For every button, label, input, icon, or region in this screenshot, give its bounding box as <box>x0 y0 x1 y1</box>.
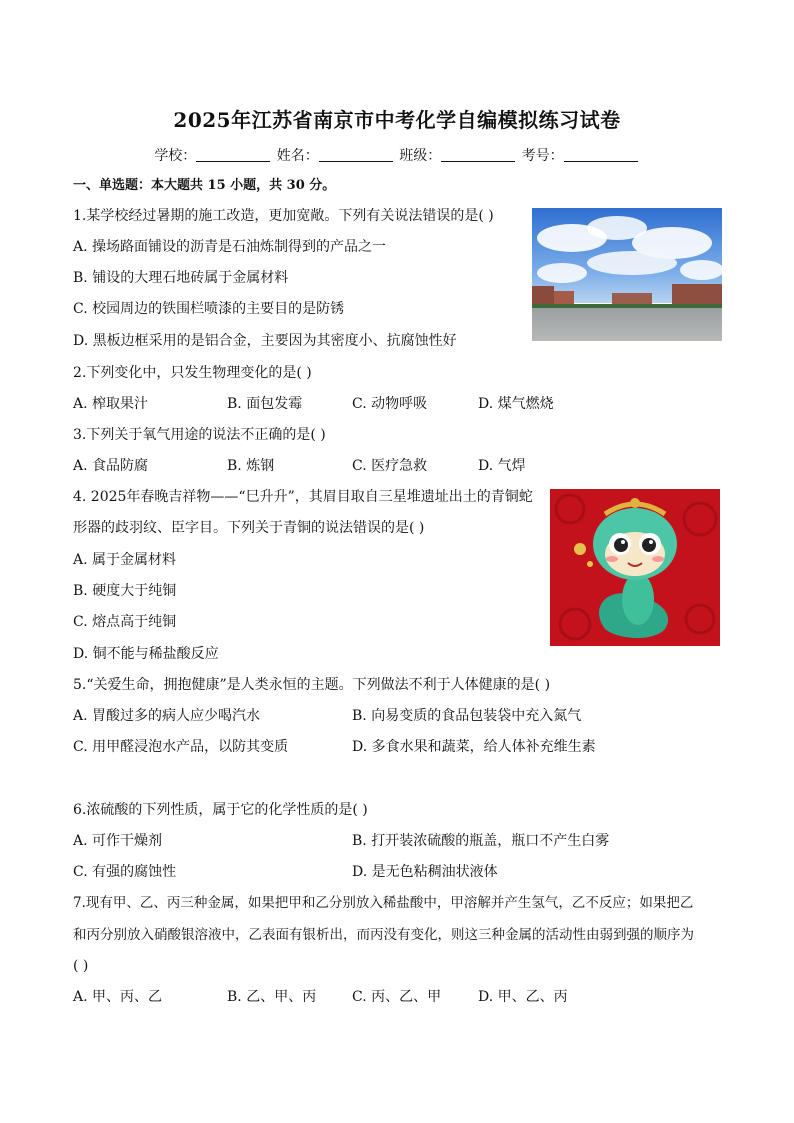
q5-stem: 5.“关爱生命，拥抱健康”是人类永恒的主题。下列做法不利于人体健康的是( ) <box>73 677 551 693</box>
q6-option-a[interactable]: A. 可作干燥剂 <box>73 833 163 849</box>
name-blank[interactable] <box>319 147 393 162</box>
q7-stem-line1: 7.现有甲、乙、丙三种金属，如果把甲和乙分别放入稀盐酸中，甲溶解并产生氢气，乙不反应；如果把乙 <box>73 895 694 911</box>
q4-option-c[interactable]: C. 熔点高于纯铜 <box>73 614 177 630</box>
number-blank[interactable] <box>564 147 638 162</box>
q4-stem-line2: 形器的歧羽纹、臣字目。下列关于青铜的说法错误的是( ) <box>73 520 425 536</box>
name-label: 姓名： <box>276 148 319 164</box>
q3-option-c[interactable]: C. 医疗急救 <box>352 458 428 474</box>
q3-option-a[interactable]: A. 食品防腐 <box>73 458 149 474</box>
q2-option-a[interactable]: A. 榨取果汁 <box>73 396 149 412</box>
q1-option-d[interactable]: D. 黑板边框采用的是铝合金，主要因为其密度小、抗腐蚀性好 <box>73 333 457 349</box>
q6-option-b[interactable]: B. 打开装浓硫酸的瓶盖，瓶口不产生白雾 <box>352 833 610 849</box>
q4-stem-line1: 4. 2025年春晚吉祥物——“巳升升”，其眉目取自三星堆遗址出土的青铜蛇 <box>73 489 533 505</box>
q2-option-d[interactable]: D. 煤气燃烧 <box>478 396 554 412</box>
q3-option-d[interactable]: D. 气焊 <box>478 458 526 474</box>
q5-option-c[interactable]: C. 用甲醛浸泡水产品，以防其变质 <box>73 739 289 755</box>
campus-photo <box>532 208 722 341</box>
school-label: 学校： <box>154 148 197 164</box>
q6-option-c[interactable]: C. 有强的腐蚀性 <box>73 864 177 880</box>
q2-stem: 2.下列变化中，只发生物理变化的是( ) <box>73 365 312 381</box>
q1-option-a[interactable]: A. 操场路面铺设的沥青是石油炼制得到的产品之一 <box>73 239 387 255</box>
number-label: 考号： <box>521 148 564 164</box>
q5-option-d[interactable]: D. 多食水果和蔬菜，给人体补充维生素 <box>352 739 596 755</box>
q3-stem: 3.下列关于氧气用途的说法不正确的是( ) <box>73 427 326 443</box>
q1-option-c[interactable]: C. 校园周边的铁围栏喷漆的主要目的是防锈 <box>73 301 345 317</box>
q1-stem: 1.某学校经过暑期的施工改造，更加宽敞。下列有关说法错误的是( ) <box>73 208 494 224</box>
q7-stem-line3: ( ) <box>73 958 89 974</box>
q4-option-a[interactable]: A. 属于金属材料 <box>73 552 177 568</box>
q5-option-b[interactable]: B. 向易变质的食品包装袋中充入氮气 <box>352 708 582 724</box>
q7-option-c[interactable]: C. 丙、乙、甲 <box>352 989 442 1005</box>
q4-option-b[interactable]: B. 硬度大于纯铜 <box>73 583 177 599</box>
q7-option-a[interactable]: A. 甲、丙、乙 <box>73 989 163 1005</box>
q7-option-b[interactable]: B. 乙、甲、丙 <box>227 989 317 1005</box>
class-label: 班级： <box>399 148 442 164</box>
q6-stem: 6.浓硫酸的下列性质，属于它的化学性质的是( ) <box>73 802 368 818</box>
snake-mascot-image <box>550 489 720 646</box>
q2-option-c[interactable]: C. 动物呼吸 <box>352 396 428 412</box>
q3-option-b[interactable]: B. 炼钢 <box>227 458 275 474</box>
q7-option-d[interactable]: D. 甲、乙、丙 <box>478 989 568 1005</box>
page-title: 2025年江苏省南京市中考化学自编模拟练习试卷 <box>173 108 621 132</box>
q1-option-b[interactable]: B. 铺设的大理石地砖属于金属材料 <box>73 270 289 286</box>
q7-stem-line2: 和丙分别放入硝酸银溶液中，乙表面有银析出，而丙没有变化，则这三种金属的活动性由弱到强的顺序为 <box>73 927 694 943</box>
q5-option-a[interactable]: A. 胃酸过多的病人应少喝汽水 <box>73 708 261 724</box>
student-info-line <box>0 145 794 165</box>
q4-option-d[interactable]: D. 铜不能与稀盐酸反应 <box>73 646 219 662</box>
section-heading: 一、单选题：本大题共 15 小题，共 30 分。 <box>73 178 336 193</box>
q6-option-d[interactable]: D. 是无色粘稠油状液体 <box>352 864 498 880</box>
q2-option-b[interactable]: B. 面包发霉 <box>227 396 303 412</box>
class-blank[interactable] <box>441 147 515 162</box>
school-blank[interactable] <box>196 147 270 162</box>
